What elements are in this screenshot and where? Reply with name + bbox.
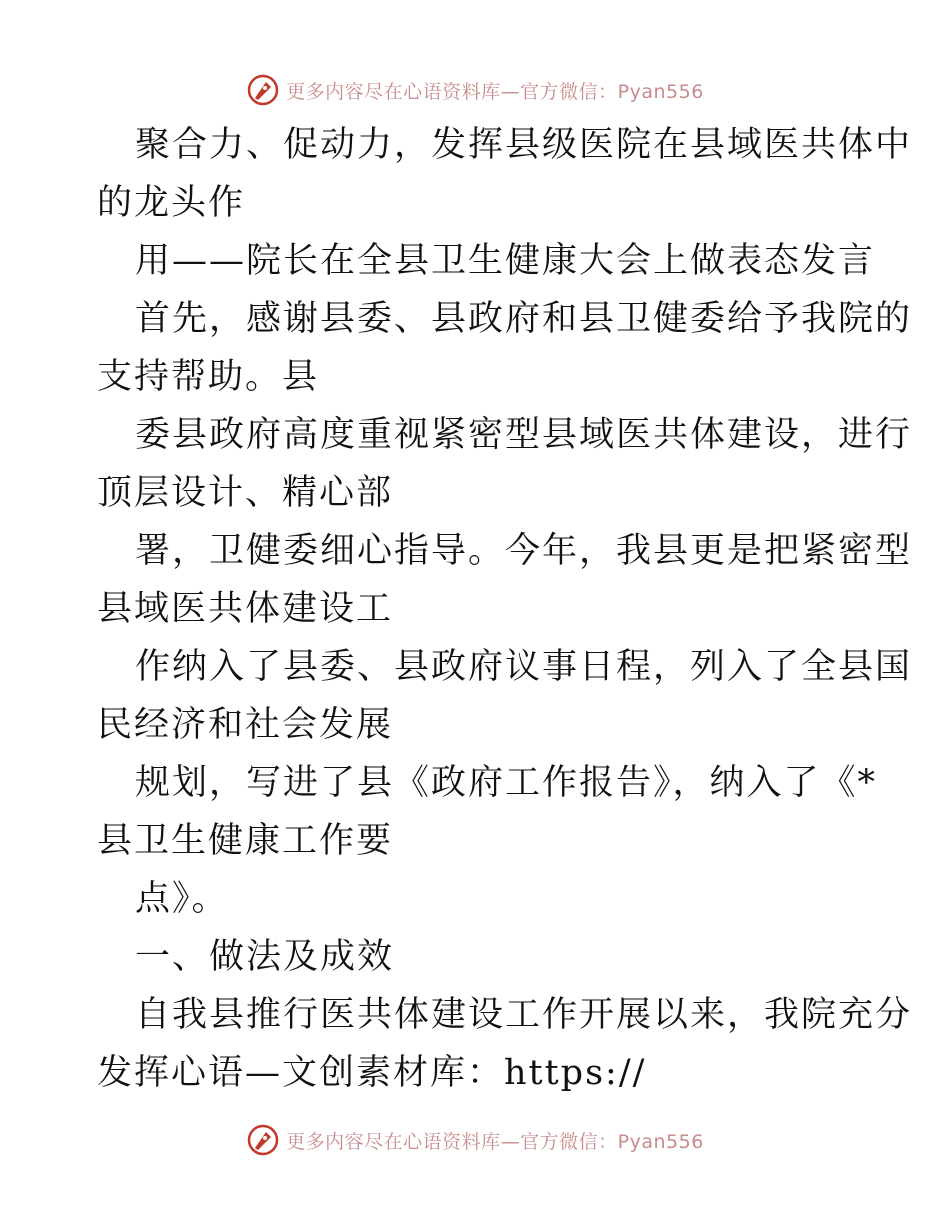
body-line: 一、做法及成效: [135, 937, 395, 977]
body-line: 自我县推行医共体建设工作开展以来，我院充分: [135, 995, 913, 1035]
body-line: 支持帮助。县: [97, 357, 320, 397]
pen-nib-icon: [246, 73, 280, 107]
body-line: 县卫生健康工作要: [97, 821, 394, 861]
body-line: 用——院长在全县卫生健康大会上做表态发言: [135, 241, 876, 281]
body-line: 作纳入了县委、县政府议事日程，列入了全县国: [135, 647, 913, 687]
body-line: 首先，感谢县委、县政府和县卫健委给予我院的: [135, 299, 913, 339]
body-line: 的龙头作: [97, 183, 246, 223]
body-line: 县域医共体建设工: [97, 589, 394, 629]
header-banner-inner: [246, 73, 704, 107]
header-banner: [0, 70, 950, 110]
body-line: 署，卫健委细心指导。今年，我县更是把紧密型: [135, 531, 913, 571]
body-line: 聚合力、促动力，发挥县级医院在县域医共体中: [135, 125, 913, 165]
document-body: [97, 116, 913, 1102]
body-line: 顶层设计、精心部: [97, 473, 394, 513]
body-line: 发挥心语—文创素材库：https://: [97, 1053, 647, 1093]
header-text: 更多内容尽在心语资料库—官方微信：Pyan556: [286, 80, 704, 103]
body-line: 规划，写进了县《政府工作报告》，纳入了《*: [135, 763, 878, 803]
footer-banner-inner: [246, 1123, 704, 1157]
footer-banner: [0, 1120, 950, 1160]
footer-text: 更多内容尽在心语资料库—官方微信：Pyan556: [286, 1130, 704, 1153]
body-line: 委县政府高度重视紧密型县域医共体建设，进行: [135, 415, 913, 455]
pen-nib-icon: [246, 1123, 280, 1157]
body-line: 民经济和社会发展: [97, 705, 394, 745]
body-line: 点》。: [135, 879, 229, 919]
